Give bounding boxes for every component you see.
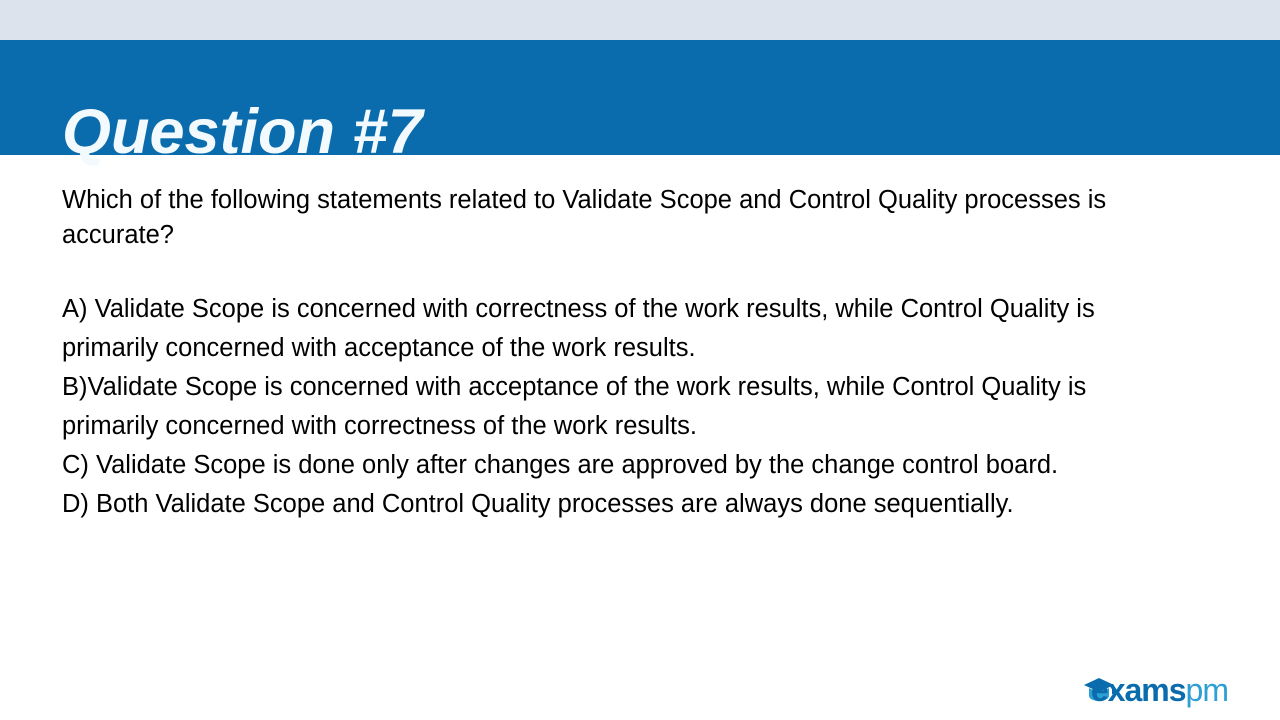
logo-wordmark-suffix: pm [1185,672,1228,708]
answer-options [62,290,1182,524]
logo-wordmark [1091,674,1228,706]
logo-wordmark-primary: exams [1090,672,1186,708]
page-title: Question #7 [62,97,423,167]
answer-option-c[interactable]: C) Validate Scope is done only after changes are approved by the change control board. [62,451,1059,480]
slide-body [62,183,1182,524]
top-decorative-strip [0,0,1280,40]
answer-option-d[interactable]: D) Both Validate Scope and Control Quality processes are always done sequentially. [62,490,1014,519]
answer-option-a[interactable]: A) Validate Scope is concerned with correctness of the work results, while Control Quality is primarily concerned with acceptance of the work results. [62,295,1095,363]
title-band [0,40,1280,167]
answer-option-b[interactable]: B)Validate Scope is concerned with acceptance of the work results, while Control Quality is primarily concerned with correctness of the work results. [62,373,1087,441]
question-text: Which of the following statements related to Validate Scope and Control Quality processes is accurate? [62,186,1107,249]
examspm-logo [1082,660,1254,706]
